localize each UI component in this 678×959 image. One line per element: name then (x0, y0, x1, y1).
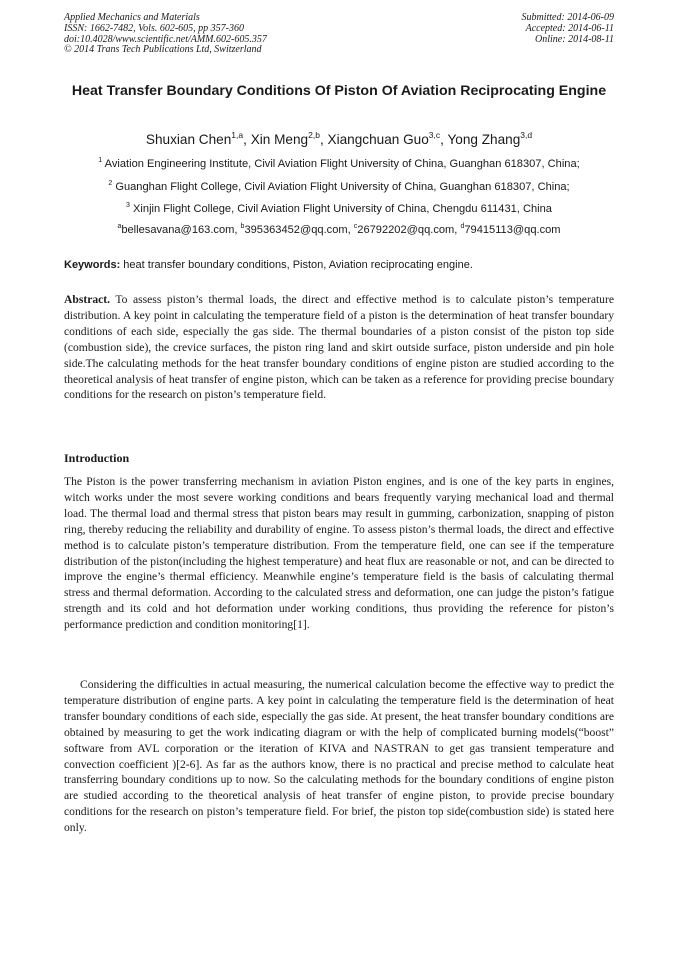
online-date: Online: 2014-08-11 (535, 33, 614, 45)
abstract-paragraph (64, 292, 614, 403)
email-mark: c (353, 223, 358, 230)
affiliation-mark: 2 (108, 180, 113, 187)
email-link: 26792202@qq.com, (357, 224, 461, 236)
doi-line: doi:10.4028/www.scientific.net/AMM.602-605.357 (64, 33, 267, 45)
affiliation-text: Xinjin Flight College, Civil Aviation Flight University of China, Chengdu 611431, China (133, 203, 552, 215)
author-affiliation-mark: 3,c (428, 130, 441, 140)
author-name: Shuxian Chen (145, 132, 232, 147)
accepted-date: Accepted: 2014-06-11 (525, 22, 614, 34)
author-name: Yong Zhang (447, 132, 521, 147)
email-mark: b (240, 223, 245, 230)
affiliation-3 (40, 202, 638, 216)
affiliation-mark: 1 (98, 157, 103, 164)
journal-name: Applied Mechanics and Materials (64, 12, 200, 23)
issn-line: ISSN: 1662-7482, Vols. 602-605, pp 357-360 (64, 22, 244, 34)
author-affiliation-mark: 1,a (231, 130, 244, 140)
affiliation-2 (40, 180, 638, 194)
submitted-date: Submitted: 2014-06-09 (521, 12, 614, 23)
email-mark: a (117, 223, 122, 230)
author-separator: , (440, 132, 448, 147)
keywords-label: Keywords: (64, 259, 121, 271)
introduction-paragraph-1: The Piston is the power transferring mechanism in aviation Piston engines, and is one of the key parts in engines, witch works under the most severe working conditions and bears frequently varying mechanical load and thermal load. The thermal load and thermal stress that piston bears may result in gumming, carbonization, snapping of piston ring, thereby reducing the reliability and durability of engine. To assess piston’s thermal loads, the direct and effective method is to calculate piston’s temperature distribution. From the temperature field, one can see if the temperature distribution of the piston(including the highest temperature) and heat flux are reasonable or not, and can be directed to improve the engine’s thermal efficiency. Meanwhile engine’s temperature field is the basis of calculating thermal stress and thermal deformation. According to the calculated stress and deformation, one can judge the piston’s fatigue strength and its cold and hot deformation under working conditions, thus providing the reference for piston’s performance prediction and condition monitoring[1]. (64, 475, 614, 632)
affiliation-mark: 3 (126, 202, 130, 209)
abstract-label: Abstract. (64, 293, 111, 306)
author-affiliation-mark: 2,b (308, 130, 320, 140)
introduction-paragraph-2: Considering the difficulties in actual measuring, the numerical calculation become the effective way to predict the temperature distribution of engine parts. A key point in calculating the temperature field is the determination of heat transfer boundary conditions of each side, especially the gas side. At present, the heat transfer boundary conditions are obtained by measuring to get the work indicating diagram or with the help of complicated burning models(“boost” software from AVL corporation or the iteration of KIVA and NASTRAN to get gas transient temperature and convection coefficient )[2-6]. As far as the authors know, there is no practical and precise method to calculate heat transferring boundary conditions up to now. So the calculating methods for the boundary conditions of engine piston are studied according to the theoretical analysis of heat transfer of engine piston, to provide precise boundary conditions for the research on piston’s temperature field. For brief, the piston top side(combustion side) is stated here only. (64, 678, 614, 835)
author-name: Xin Meng (250, 132, 309, 147)
email-list (40, 223, 638, 237)
journal-info (64, 13, 267, 56)
author-separator: , (319, 132, 328, 147)
abstract-text: To assess piston’s thermal loads, the direct and effective method is to calculate piston’s temperature distribution. A key point in calculating the temperature field of a piston is the determination of heat transfer boundary conditions of each side, especially the gas side. The thermal boundaries of a piston consist of the piston top side (combustion side), the crevice surfaces, the piston ring land and skirt outside surface, piston underside and pin hole side.The calculating methods for the heat transfer boundary conditions of engine piston are studied according to the theoretical analysis of heat transfer of engine piston, which can be taken as a reference for providing precise boundary conditions for the research on piston’s temperature field. (64, 293, 614, 402)
affiliation-text: Guanghan Flight College, Civil Aviation Flight University of China, Guanghan 618307, China; (115, 181, 570, 193)
author-affiliation-mark: 3,d (520, 130, 533, 140)
author-separator: , (243, 132, 251, 147)
introduction-heading: Introduction (64, 451, 130, 465)
affiliation-1 (40, 157, 638, 171)
copyright-line: © 2014 Trans Tech Publications Ltd, Switzerland (64, 44, 262, 56)
email-mark: d (460, 223, 465, 230)
author-name: Xiangchuan Guo (327, 132, 429, 147)
email-link: 395363452@qq.com, (244, 224, 354, 236)
email-link: 79415113@qq.com (464, 224, 561, 236)
email-link: bellesavana@163.com, (121, 224, 241, 236)
keywords-text: heat transfer boundary conditions, Piston, Aviation reciprocating engine. (120, 259, 473, 271)
affiliation-text: Aviation Engineering Institute, Civil Aviation Flight University of China, Guanghan 618307, China; (104, 158, 580, 170)
submission-dates (522, 13, 615, 45)
author-list (40, 131, 638, 149)
paper-title: Heat Transfer Boundary Conditions Of Piston Of Aviation Reciprocating Engine (71, 83, 607, 99)
keywords-line (64, 258, 624, 272)
